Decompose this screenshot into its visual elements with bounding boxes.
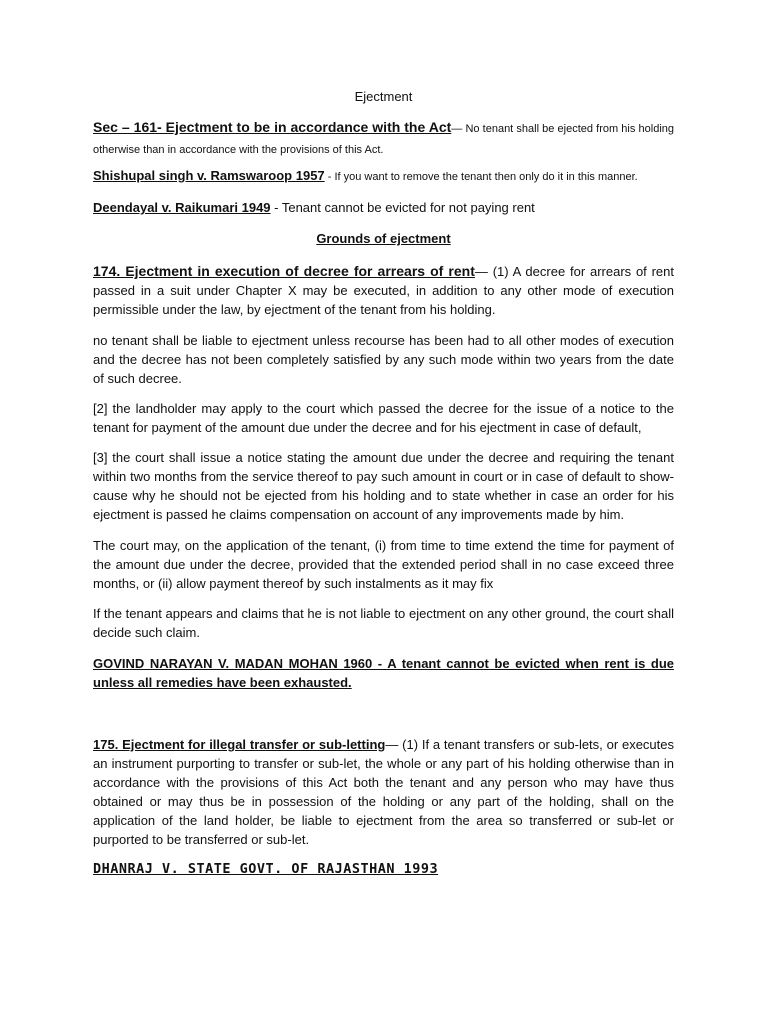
section-161-text: — No tenant shall be ejected from his holding otherwise than in accordance with the provisions of this Act. [93,123,674,156]
case-dhanraj: DHANRAJ V. STATE GOVT. OF RAJASTHAN 1993 [93,861,439,877]
case-shishupal-name: Shishupal singh v. Ramswaroop 1957 [93,168,325,183]
section-174-text: — (1) A decree for arrears of rent passed in a suit under Chapter X may be executed, in addition to any other mode of execution permissible under the law, by ejectment of the tenant from his holding. [93,264,674,317]
paragraph-court-may: The court may, on the application of the tenant, (i) from time to time extend the time for payment of the amount due under the decree, provided that the extended period shall in no case exceed three months, or (ii) allow payment thereof by such instalments as it may fix [93,538,674,591]
document-title: Ejectment [354,89,413,104]
case-shishupal-text: - If you want to remove the tenant then only do it in this manner. [324,171,638,183]
section-161 [93,118,674,160]
paragraph-3: [3] the court shall issue a notice stating the amount due under the decree and requiring the tenant within two months from the service thereof to pay such amount in court or in case of default to show-cause why he should not be ejected from his holding and to state whether in case an order for his ejectment is passed he claims compensation on account of any improvements made by him. [93,450,674,522]
section-174-heading: 174. Ejectment in execution of decree for arrears of rent [93,263,475,279]
case-govind-narayan: GOVIND NARAYAN V. MADAN MOHAN 1960 - A tenant cannot be evicted when rent is due unless all remedies have been exhausted. [93,656,674,690]
section-174 [93,262,674,319]
case-deendayal-text: - Tenant cannot be evicted for not paying rent [270,200,535,215]
case-deendayal-name: Deendayal v. Raikumari 1949 [93,200,271,215]
grounds-heading: Grounds of ejectment [316,231,451,246]
section-175-text: — (1) If a tenant transfers or sub-lets, or executes an instrument purporting to transfer or sub-let, the whole or any part of his holding otherwise than in accordance with the provisions of this Act both the tenant and any person who may have thus obtained or may thus be in possession of the holding or any part of the holding, shall on the application of the land holder, be liable to ejectment from the area so transferred or sub-let or purported to be transferred or sub-let. [93,737,674,847]
section-161-heading: Sec – 161- Ejectment to be in accordance with the Act [93,119,452,135]
paragraph-2: [2] the landholder may apply to the court which passed the decree for the issue of a notice to the tenant for payment of the amount due under the decree and for his ejectment in case of default, [93,401,674,435]
case-deendayal [93,198,674,217]
section-175-heading: 175. Ejectment for illegal transfer or sub-letting [93,737,386,752]
paragraph-no-tenant: no tenant shall be liable to ejectment unless recourse has been had to all other modes of execution and the decree has not been completely satisfied by any such mode within two years from the date of such decree. [93,333,674,386]
section-175 [93,735,674,849]
paragraph-if-tenant: If the tenant appears and claims that he is not liable to ejectment on any other ground, the court shall decide such claim. [93,606,674,640]
case-shishupal [93,166,674,187]
